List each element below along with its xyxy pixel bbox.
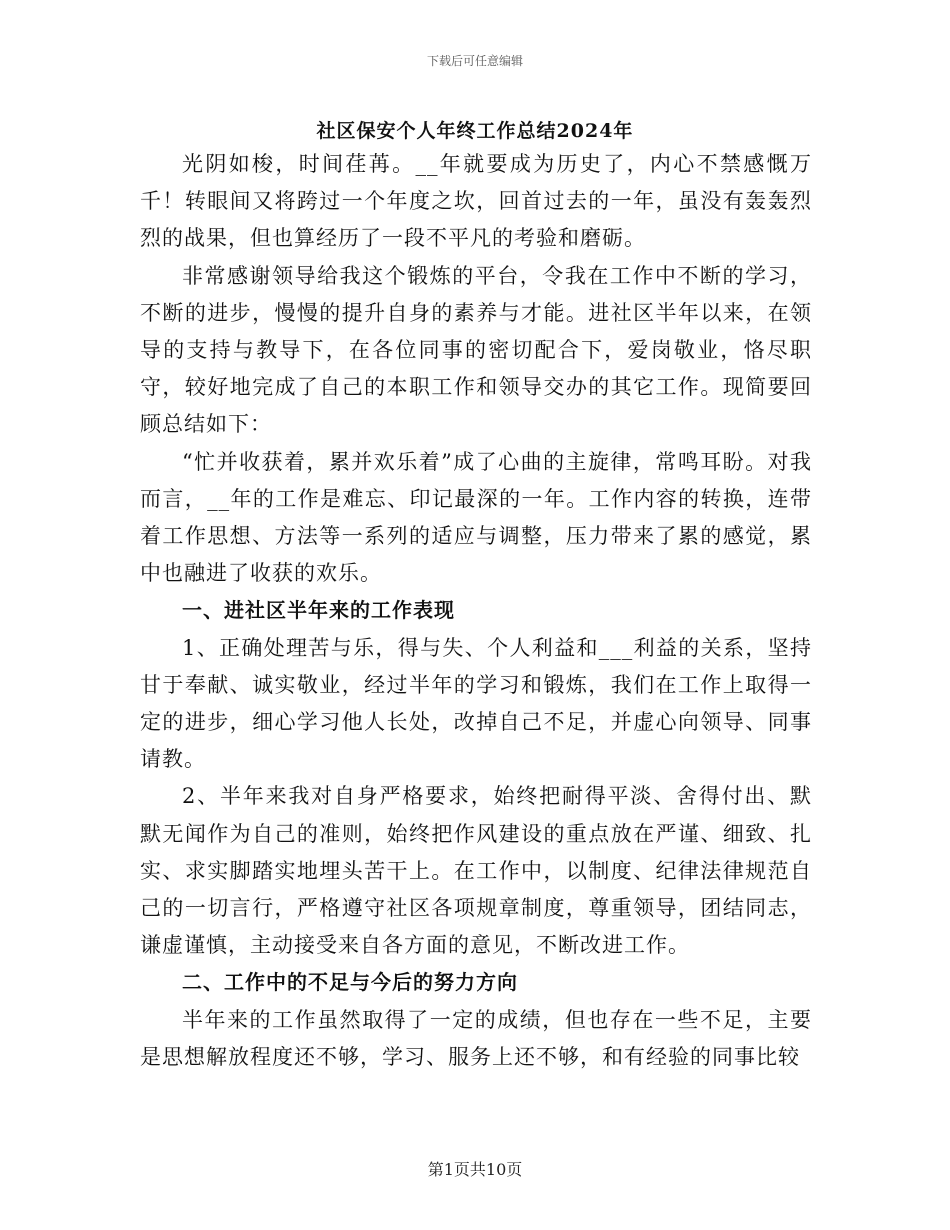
- document-body: [140, 146, 812, 1076]
- paragraph-reflection: “忙并收获着，累并欢乐着”成了心曲的主旋律，常鸣耳盼。对我而言，__年的工作是难忘、印记最深的一年。工作内容的转换，连带着工作思想、方法等一系列的适应与调整，压力带来了累的感觉，累中也融进了收获的欢乐。: [140, 449, 812, 586]
- section-heading-2: 二、工作中的不足与今后的努力方向: [182, 970, 518, 995]
- section2-paragraph-1: 半年来的工作虽然取得了一定的成绩，但也存在一些不足，主要是思想解放程度还不够，学习、服务上还不够，和有经验的同事比较: [140, 1007, 812, 1069]
- header-note: 下载后可任意编辑: [426, 54, 523, 68]
- page-indicator: 第1页共10页: [427, 1160, 523, 1179]
- section1-item-2: 2、半年来我对自身严格要求，始终把耐得平淡、舍得付出、默默无闻作为自己的准则，始终把作风建设的重点放在严谨、细致、扎实、求实脚踏实地埋头苦干上。在工作中，以制度、纪律法律规范自己的一切言行，严格遵守社区各项规章制度，尊重领导，团结同志，谦虚谨慎，主动接受来自各方面的意见，不断改进工作。: [140, 784, 812, 958]
- document-title: 社区保安个人年终工作总结2024年: [316, 120, 634, 142]
- paragraph-thanks: 非常感谢领导给我这个锻炼的平台，令我在工作中不断的学习，不断的进步，慢慢的提升自身的素养与才能。进社区半年以来，在领导的支持与教导下，在各位同事的密切配合下，爱岗敬业，恪尽职守，较好地完成了自己的本职工作和领导交办的其它工作。现简要回顾总结如下：: [140, 263, 812, 437]
- section-heading-1: 一、进社区半年来的工作表现: [182, 598, 455, 623]
- section1-item-1: 1、正确处理苦与乐，得与失、个人利益和___利益的关系，坚持甘于奉献、诚实敬业，经过半年的学习和锻炼，我们在工作上取得一定的进步，细心学习他人长处，改掉自己不足，并虚心向领导、同事请教。: [140, 635, 812, 772]
- paragraph-intro: 光阴如梭，时间荏苒。__年就要成为历史了，内心不禁感慨万千！转眼间又将跨过一个年度之坎，回首过去的一年，虽没有轰轰烈烈的战果，但也算经历了一段不平凡的考验和磨砺。: [140, 152, 812, 251]
